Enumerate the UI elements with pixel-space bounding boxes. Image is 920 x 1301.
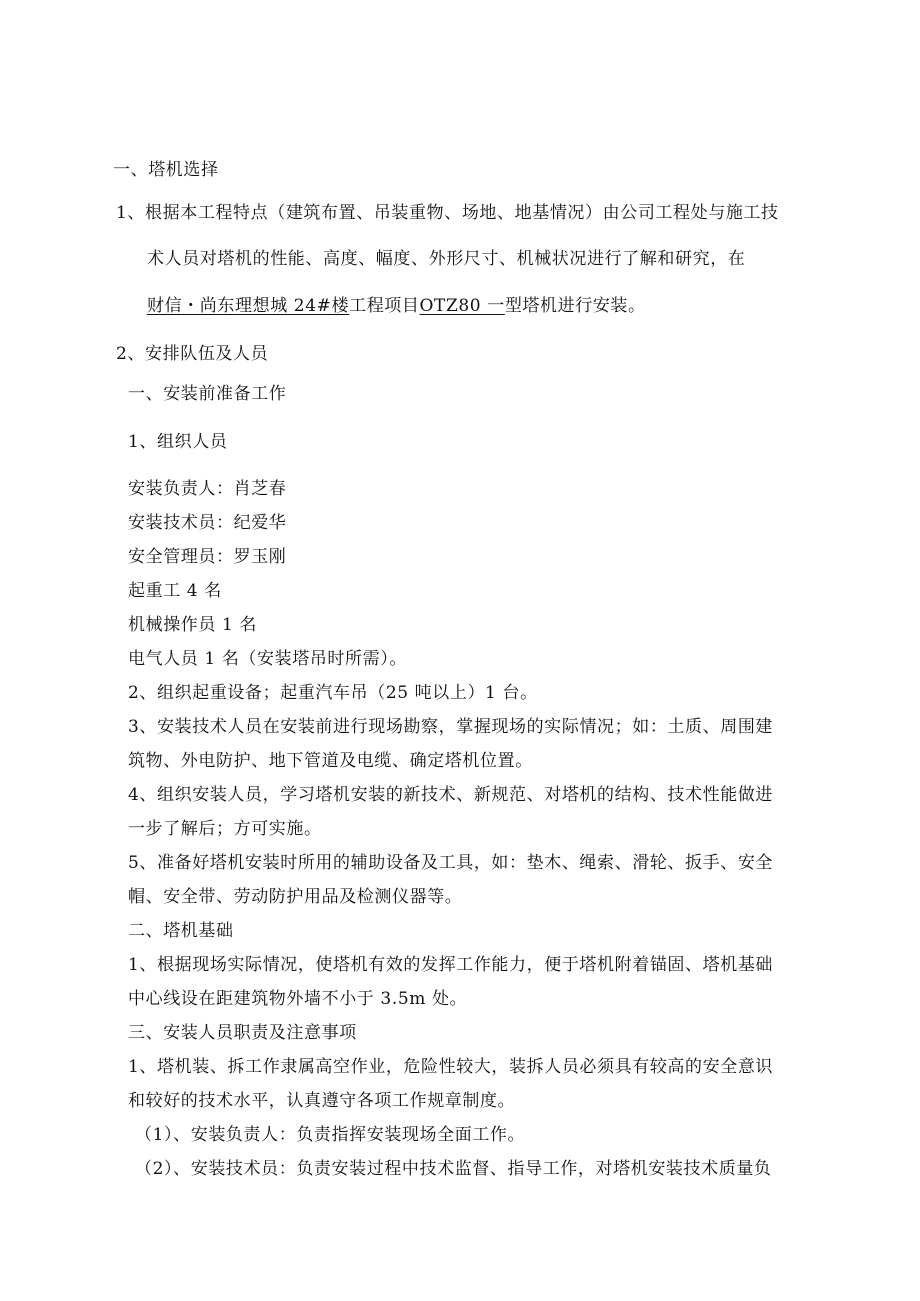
paragraph-line: （1）、安装负责人：负责指挥安装现场全面工作。 xyxy=(135,1125,526,1145)
section-heading-duties: 三、安装人员职责及注意事项 xyxy=(128,1023,357,1043)
project-name: 财信・尚东理想城 24#楼 xyxy=(147,296,350,316)
crane-model: OTZ80 一 xyxy=(419,296,505,316)
personnel-line: 安装技术员：纪爱华 xyxy=(128,513,287,533)
paragraph-line: 筑物、外电防护、地下管道及电缆、确定塔机位置。 xyxy=(128,751,533,771)
paragraph-line: （2）、安装技术员：负责安装过程中技术监督、指导工作，对塔机安装技术质量负 xyxy=(135,1159,772,1179)
personnel-line: 安装负责人：肖芝春 xyxy=(128,479,287,499)
paragraph-line: 1、组织人员 xyxy=(128,432,228,452)
paragraph-line: 1、根据本工程特点（建筑布置、吊装重物、场地、地基情况）由公司工程处与施工技 xyxy=(116,203,779,223)
section-heading-preparation: 一、安装前准备工作 xyxy=(128,384,287,404)
personnel-line: 电气人员 1 名（安装塔吊时所需）。 xyxy=(128,649,407,669)
paragraph-line: 2、安排队伍及人员 xyxy=(116,344,269,364)
section-heading-foundation: 二、塔机基础 xyxy=(128,921,234,941)
paragraph-line: 2、组织起重设备；起重汽车吊（25 吨以上）1 台。 xyxy=(128,683,538,703)
personnel-line: 安全管理员：罗玉刚 xyxy=(128,547,287,567)
paragraph-line: 中心线设在距建筑物外墙不小于 3.5m 处。 xyxy=(128,989,468,1009)
paragraph-line: 1、根据现场实际情况，使塔机有效的发挥工作能力，便于塔机附着锚固、塔机基础 xyxy=(128,955,774,975)
personnel-line: 机械操作员 1 名 xyxy=(128,615,258,635)
paragraph-line: 1、塔机装、拆工作隶属高空作业，危险性较大，装拆人员必须具有较高的安全意识 xyxy=(128,1057,774,1077)
paragraph-line: 4、组织安装人员，学习塔机安装的新技术、新规范、对塔机的结构、技术性能做进 xyxy=(128,785,774,805)
paragraph-line: 一步了解后；方可实施。 xyxy=(128,819,322,839)
paragraph-line: 3、安装技术人员在安装前进行现场勘察，掌握现场的实际情况；如：土质、周围建 xyxy=(128,717,774,737)
paragraph-line-project xyxy=(147,295,646,317)
paragraph-line: 帽、安全带、劳动防护用品及检测仪器等。 xyxy=(128,887,463,907)
section-heading-tower-crane-selection: 一、塔机选择 xyxy=(113,160,219,180)
paragraph-line: 5、准备好塔机安装时所用的辅助设备及工具，如：垫木、绳索、滑轮、扳手、安全 xyxy=(128,853,774,873)
paragraph-line: 术人员对塔机的性能、高度、幅度、外形尺寸、机械状况进行了解和研究，在 xyxy=(147,249,746,269)
paragraph-line: 和较好的技术水平，认真遵守各项工作规章制度。 xyxy=(128,1091,516,1111)
project-text: 工程项目 xyxy=(349,296,420,316)
project-text-end: 型塔机进行安装。 xyxy=(504,296,646,316)
personnel-line: 起重工 4 名 xyxy=(128,581,222,601)
